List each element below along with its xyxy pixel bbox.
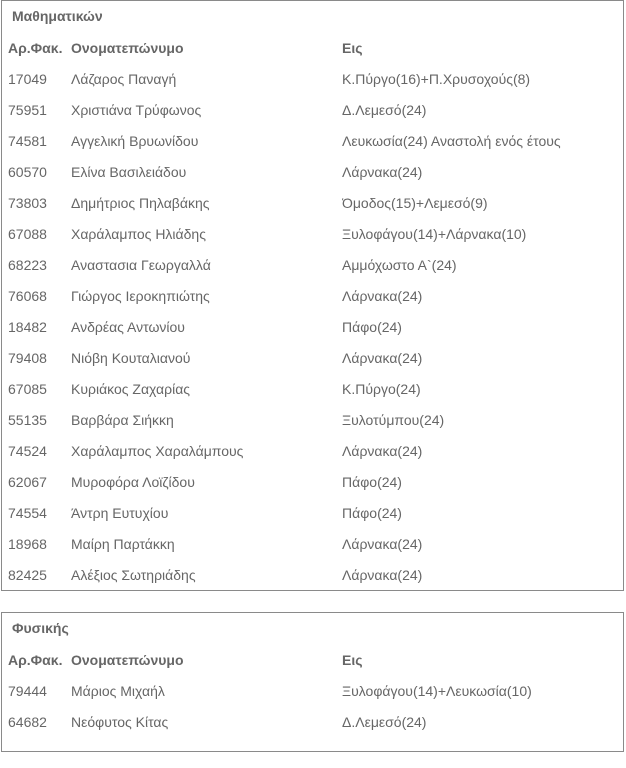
cell-file-number: 76068 xyxy=(8,287,47,304)
table-row xyxy=(2,187,623,218)
panel-mathematics xyxy=(1,0,624,591)
cell-file-number: 17049 xyxy=(8,70,47,87)
table-row xyxy=(2,156,623,187)
cell-destination: Λάρνακα(24) xyxy=(342,349,423,366)
cell-file-number: 74581 xyxy=(8,132,47,149)
cell-file-number: 74554 xyxy=(8,504,47,521)
table-row xyxy=(2,737,623,768)
cell-file-number: 79444 xyxy=(8,682,47,699)
cell-destination xyxy=(342,737,623,768)
cell-file-number: 79408 xyxy=(8,349,47,366)
cell-full-name: Ανδρέας Αντωνίου xyxy=(71,318,185,335)
cell-destination: Λευκωσία(24) Αναστολή ενός έτους xyxy=(342,132,561,149)
cell-full-name: Χριστιάνα Τρύφωνος xyxy=(71,101,202,118)
cell-destination: Λάρνακα(24) xyxy=(342,442,423,459)
cell-full-name: Αναστασια Γεωργαλλά xyxy=(71,256,211,273)
table-header-row xyxy=(2,32,623,63)
cell-destination: Κ.Πύργο(24) xyxy=(342,380,421,397)
cell-full-name: Μυροφόρα Λοϊζίδου xyxy=(71,473,195,490)
cell-destination: Όμοδος(15)+Λεμεσό(9) xyxy=(342,194,488,211)
placements-table xyxy=(2,32,623,590)
cell-full-name xyxy=(71,737,342,768)
cell-full-name: Νεόφυτος Κίτας xyxy=(71,713,169,730)
cell-full-name: Λάζαρος Παναγή xyxy=(71,70,177,87)
cell-destination: Πάφο(24) xyxy=(342,504,402,521)
table-row xyxy=(2,280,623,311)
table-row xyxy=(2,559,623,590)
cell-destination: Κ.Πύργο(16)+Π.Χρυσοχούς(8) xyxy=(342,70,531,87)
table-row xyxy=(2,706,623,737)
cell-destination: Δ.Λεμεσό(24) xyxy=(342,713,427,730)
table-row xyxy=(2,404,623,435)
cell-destination: Ξυλοτύμπου(24) xyxy=(342,411,445,428)
cell-full-name: Άντρη Ευτυχίου xyxy=(71,504,169,521)
cell-full-name: Αγγελική Βρυωνίδου xyxy=(71,132,199,149)
cell-file-number: 68223 xyxy=(8,256,47,273)
table-row xyxy=(2,94,623,125)
header-file-number: Αρ.Φακ. xyxy=(8,651,63,668)
table-row xyxy=(2,466,623,497)
table-row xyxy=(2,311,623,342)
table-row xyxy=(2,675,623,706)
cell-file-number: 67085 xyxy=(8,380,47,397)
cell-full-name: Ελίνα Βασιλειάδου xyxy=(71,163,187,180)
header-file-number: Αρ.Φακ. xyxy=(8,39,63,56)
cell-file-number: 82425 xyxy=(8,566,47,583)
cell-destination: Λάρνακα(24) xyxy=(342,535,423,552)
cell-full-name: Χαράλαμπος Χαραλάμπους xyxy=(71,442,244,459)
cell-file-number: 62067 xyxy=(8,473,47,490)
cell-destination: Πάφο(24) xyxy=(342,318,402,335)
header-full-name: Ονοματεπώνυμο xyxy=(71,651,184,668)
header-destination: Εις xyxy=(342,39,363,56)
table-row xyxy=(2,435,623,466)
cell-destination: Λάρνακα(24) xyxy=(342,163,423,180)
cell-file-number: 75951 xyxy=(8,101,47,118)
header-full-name: Ονοματεπώνυμο xyxy=(71,39,184,56)
header-destination: Εις xyxy=(342,651,363,668)
table-row xyxy=(2,497,623,528)
table-row xyxy=(2,342,623,373)
cell-file-number: 18968 xyxy=(8,535,47,552)
cell-full-name: Νιόβη Κουταλιανού xyxy=(71,349,191,366)
table-row xyxy=(2,528,623,559)
cell-destination: Λάρνακα(24) xyxy=(342,566,423,583)
cell-file-number: 73803 xyxy=(8,194,47,211)
section-title: Μαθηματικών xyxy=(12,8,103,24)
cell-full-name: Βαρβάρα Σιήκκη xyxy=(71,411,174,428)
cell-destination: Ξυλοφάγου(14)+Λάρνακα(10) xyxy=(342,225,527,242)
table-row xyxy=(2,125,623,156)
cell-file-number: 64682 xyxy=(8,713,47,730)
table-row xyxy=(2,249,623,280)
cell-file-number: 18482 xyxy=(8,318,47,335)
section-title: Φυσικής xyxy=(12,620,69,636)
cell-full-name: Δημήτριος Πηλαβάκης xyxy=(71,194,210,211)
cell-destination: Δ.Λεμεσό(24) xyxy=(342,101,427,118)
panel-physics xyxy=(1,612,624,752)
table-row xyxy=(2,218,623,249)
placements-table xyxy=(2,644,623,768)
cell-destination: Αμμόχωστο Α`(24) xyxy=(342,256,457,273)
cell-destination: Ξυλοφάγου(14)+Λευκωσία(10) xyxy=(342,682,532,699)
cell-file-number: 60570 xyxy=(8,163,47,180)
cell-full-name: Χαράλαμπος Ηλιάδης xyxy=(71,225,206,242)
cell-full-name: Κυριάκος Ζαχαρίας xyxy=(71,380,191,397)
table-header-row xyxy=(2,644,623,675)
cell-full-name: Μάριος Μιχαήλ xyxy=(71,682,165,699)
cell-file-number: 55135 xyxy=(8,411,47,428)
cell-destination: Λάρνακα(24) xyxy=(342,287,423,304)
cell-file-number: 74524 xyxy=(8,442,47,459)
table-row xyxy=(2,373,623,404)
cell-full-name: Γιώργος Ιεροκηπιώτης xyxy=(71,287,210,304)
cell-file-number: 67088 xyxy=(8,225,47,242)
table-row xyxy=(2,63,623,94)
cell-full-name: Μαίρη Παρτάκκη xyxy=(71,535,175,552)
cell-full-name: Αλέξιος Σωτηριάδης xyxy=(71,566,196,583)
cell-destination: Πάφο(24) xyxy=(342,473,402,490)
cell-file-number xyxy=(2,737,71,768)
